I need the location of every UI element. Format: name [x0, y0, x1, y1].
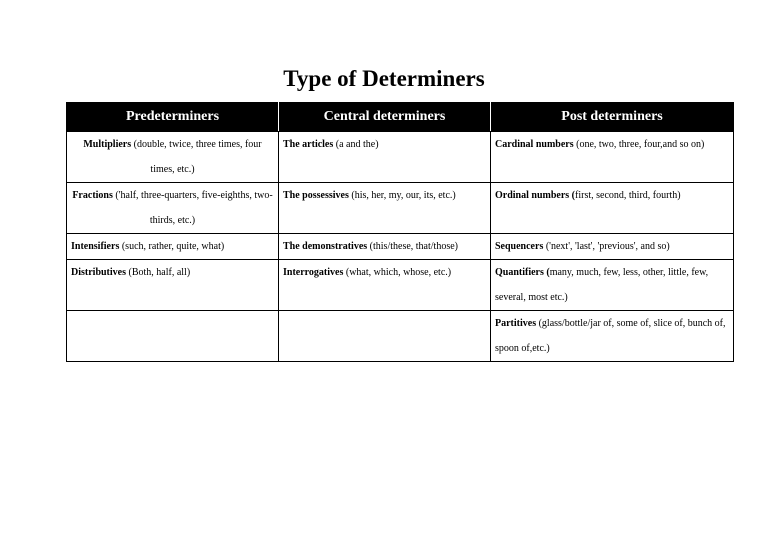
cell-desc: (Both, half, all)	[126, 267, 191, 278]
cell-desc: (what, which, whose, etc.)	[343, 267, 452, 278]
cell-term: The demonstratives	[283, 241, 368, 252]
cell-desc: (glass/bottle/jar of, some of, slice of, bunch of, spoon of,etc.)	[495, 318, 726, 354]
cell-term: Multipliers	[83, 139, 132, 150]
table-cell	[279, 234, 491, 260]
table-cell	[67, 183, 279, 234]
cell-desc: (double, twice, three times, four times, etc.)	[131, 139, 262, 175]
cell-term: Sequencers	[495, 241, 544, 252]
cell-desc: (his, her, my, our, its, etc.)	[348, 190, 456, 201]
table-row	[67, 183, 734, 234]
header-central-determiners: Central determiners	[279, 103, 491, 132]
table-cell	[279, 132, 491, 183]
cell-term: Fractions	[72, 190, 113, 201]
header-predeterminers: Predeterminers	[67, 103, 279, 132]
page-title: Type of Determiners	[283, 66, 485, 91]
cell-term: The articles	[283, 139, 334, 150]
table-row	[67, 260, 734, 311]
table-row	[67, 234, 734, 260]
cell-term: Partitives	[495, 318, 537, 329]
cell-term: Quantifiers (	[495, 267, 550, 278]
cell-desc: (such, rather, quite, what)	[119, 241, 225, 252]
cell-term: Intensifiers	[71, 241, 120, 252]
table-cell	[491, 260, 734, 311]
cell-desc: ('half, three-quarters, five-eighths, two-thirds, etc.)	[112, 190, 273, 226]
table-cell	[279, 260, 491, 311]
determiners-table	[66, 102, 734, 362]
table-cell	[491, 132, 734, 183]
table-header-row	[67, 103, 734, 132]
table-cell	[67, 132, 279, 183]
cell-desc: ('next', 'last', 'previous', and so)	[543, 241, 670, 252]
cell-term: Distributives	[71, 267, 126, 278]
header-post-determiners: Post determiners	[491, 103, 734, 132]
cell-desc: (this/these, that/those)	[367, 241, 458, 252]
cell-desc: many, much, few, less, other, little, few, several, most etc.)	[495, 267, 709, 303]
table-row	[67, 311, 734, 362]
cell-desc: (one, two, three, four,and so on)	[573, 139, 705, 150]
table-cell	[279, 311, 491, 362]
table-cell	[67, 234, 279, 260]
table-cell	[279, 183, 491, 234]
table-row	[67, 132, 734, 183]
cell-term: The possessives	[283, 190, 349, 201]
cell-term: Ordinal numbers (	[495, 190, 576, 201]
table-cell	[67, 260, 279, 311]
table-cell	[491, 311, 734, 362]
cell-desc: first, second, third, fourth)	[575, 190, 681, 201]
table-cell	[67, 311, 279, 362]
cell-term: Interrogatives	[283, 267, 344, 278]
table-cell	[491, 183, 734, 234]
cell-desc: (a and the)	[333, 139, 379, 150]
table-cell	[491, 234, 734, 260]
cell-term: Cardinal numbers	[495, 139, 574, 150]
